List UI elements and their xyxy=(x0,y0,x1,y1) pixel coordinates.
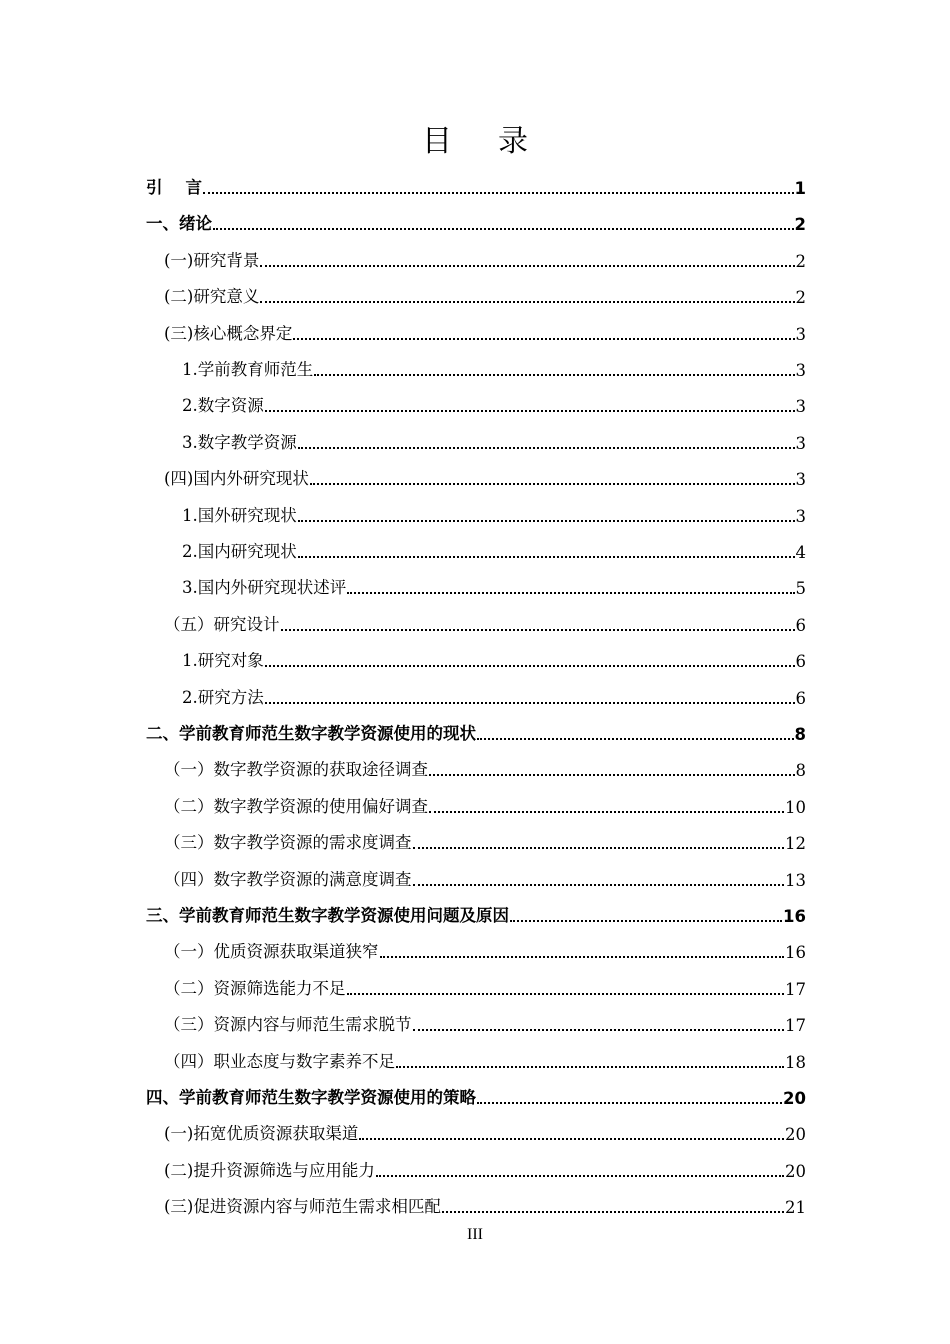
toc-entry[interactable] xyxy=(164,235,806,271)
toc-entry-page-number: 5 xyxy=(795,579,806,599)
dot-leader xyxy=(260,264,794,267)
toc-entry-page-number: 8 xyxy=(795,761,806,781)
dot-leader xyxy=(213,227,794,230)
toc-entry[interactable] xyxy=(182,344,806,380)
toc-entry[interactable] xyxy=(164,1181,806,1217)
dot-leader xyxy=(260,300,794,303)
toc-entry-label: （二）数字教学资源的使用偏好调查 xyxy=(164,796,428,816)
toc-entry-label: (一)拓宽优质资源获取渠道 xyxy=(164,1124,359,1144)
toc-entry-page-number: 4 xyxy=(795,543,806,562)
toc-entry[interactable] xyxy=(164,453,806,489)
toc-entry-page-number: 13 xyxy=(785,870,806,890)
toc-entry-page-number: 2 xyxy=(795,288,806,308)
toc-entry[interactable] xyxy=(164,271,806,307)
toc-entry-label: (三)促进资源内容与师范生需求相匹配 xyxy=(164,1197,441,1217)
toc-entry-page-number: 20 xyxy=(785,1125,806,1145)
dot-leader xyxy=(376,1174,784,1177)
toc-entry[interactable] xyxy=(182,526,806,562)
toc-title: 目录 xyxy=(422,124,574,159)
dot-leader xyxy=(347,591,794,594)
toc-entry[interactable] xyxy=(164,599,806,635)
toc-entry-page-number: 8 xyxy=(794,725,806,744)
dot-leader xyxy=(442,1210,784,1213)
toc-entry-label: 2.国内研究现状 xyxy=(182,542,297,561)
dot-leader xyxy=(298,555,795,558)
toc-entry-label: （三）资源内容与师范生需求脱节 xyxy=(164,1015,412,1035)
dot-leader xyxy=(203,191,794,194)
toc-entry-page-number: 20 xyxy=(783,1089,806,1108)
toc-entry-page-number: 3 xyxy=(795,470,806,490)
dot-leader xyxy=(380,955,785,958)
toc-entry-label: （一）数字教学资源的获取途径调查 xyxy=(164,760,428,780)
toc-entry[interactable] xyxy=(164,999,806,1035)
toc-entry[interactable] xyxy=(182,417,806,453)
toc-entry-page-number: 3 xyxy=(795,433,806,453)
toc-entry-page-number: 16 xyxy=(783,907,806,926)
toc-entry-label: 3.数字教学资源 xyxy=(182,432,297,452)
toc-entry-label: 引 言 xyxy=(146,178,202,197)
page-number: III xyxy=(467,1226,483,1243)
dot-leader xyxy=(510,919,782,922)
toc-entry-page-number: 16 xyxy=(785,943,806,963)
dot-leader xyxy=(265,664,795,667)
dot-leader xyxy=(413,1028,785,1031)
toc-entry-label: （四）职业态度与数字素养不足 xyxy=(164,1051,395,1071)
dot-leader xyxy=(281,628,795,631)
toc-entry-label: (二)研究意义 xyxy=(164,287,260,307)
toc-entry[interactable] xyxy=(164,781,806,817)
toc-entry-page-number: 6 xyxy=(795,688,806,708)
toc-entry-page-number: 21 xyxy=(785,1198,806,1218)
dot-leader xyxy=(298,519,795,522)
toc-entry-label: 一、绪论 xyxy=(146,214,212,234)
toc-entry-page-number: 10 xyxy=(785,797,806,817)
toc-entry-label: （一）优质资源获取渠道狭窄 xyxy=(164,942,379,962)
toc-entry-label: 2.数字资源 xyxy=(182,396,264,416)
dot-leader xyxy=(413,846,785,849)
dot-leader xyxy=(310,482,795,485)
dot-leader xyxy=(359,1137,784,1140)
toc-entry-label: 二、学前教育师范生数字教学资源使用的现状 xyxy=(146,724,476,743)
toc-entry-label: （三）数字教学资源的需求度调查 xyxy=(164,833,412,853)
toc-entry[interactable] xyxy=(146,1072,806,1108)
toc-entry[interactable] xyxy=(164,1145,806,1181)
toc-entry[interactable] xyxy=(164,817,806,853)
toc-entry-label: （五）研究设计 xyxy=(164,614,280,634)
toc-entry-label: (四)国内外研究现状 xyxy=(164,469,309,489)
toc-entry[interactable] xyxy=(164,308,806,344)
toc-entry[interactable] xyxy=(182,672,806,708)
toc-entry-page-number: 1 xyxy=(794,179,806,198)
toc-entry-page-number: 2 xyxy=(795,251,806,271)
toc-entry[interactable] xyxy=(146,890,806,926)
toc-entry[interactable] xyxy=(182,562,806,598)
toc-entry-label: 三、学前教育师范生数字教学资源使用问题及原因 xyxy=(146,906,509,925)
toc-entry[interactable] xyxy=(164,1108,806,1144)
toc-entry-page-number: 3 xyxy=(795,324,806,344)
dot-leader xyxy=(477,1101,782,1104)
dot-leader xyxy=(429,810,784,813)
dot-leader xyxy=(477,737,794,740)
toc-entry-page-number: 18 xyxy=(785,1052,806,1072)
toc-entry-label: 1.研究对象 xyxy=(182,651,264,671)
toc-entry-label: （四）数字教学资源的满意度调查 xyxy=(164,869,412,889)
toc-entry[interactable] xyxy=(164,963,806,999)
toc-entry-page-number: 3 xyxy=(795,506,806,526)
toc-entry-page-number: 3 xyxy=(795,397,806,417)
toc-entry-label: (一)研究背景 xyxy=(164,250,260,270)
dot-leader xyxy=(396,1065,784,1068)
dot-leader xyxy=(347,992,785,995)
toc-entry-page-number: 6 xyxy=(795,652,806,672)
toc-entry[interactable] xyxy=(182,490,806,526)
dot-leader xyxy=(265,701,795,704)
dot-leader xyxy=(293,337,794,340)
toc-entry-page-number: 6 xyxy=(795,615,806,635)
toc-entry-label: 2.研究方法 xyxy=(182,687,264,707)
toc-entry-page-number: 17 xyxy=(785,1016,806,1036)
toc-entry[interactable] xyxy=(182,635,806,671)
dot-leader xyxy=(265,409,795,412)
toc-entry[interactable] xyxy=(146,708,806,744)
toc-entry-label: (二)提升资源筛选与应用能力 xyxy=(164,1160,375,1180)
toc-entry-label: 1.国外研究现状 xyxy=(182,505,297,525)
toc-entry-label: (三)核心概念界定 xyxy=(164,323,293,343)
toc-entry-page-number: 20 xyxy=(785,1161,806,1181)
toc-entry[interactable] xyxy=(146,198,806,234)
toc-entry-page-number: 2 xyxy=(794,215,806,235)
toc-entry-label: （二）资源筛选能力不足 xyxy=(164,978,346,998)
toc-entry[interactable] xyxy=(164,926,806,962)
toc-entry-label: 3.国内外研究现状述评 xyxy=(182,578,347,598)
toc-entry[interactable] xyxy=(146,162,806,198)
toc-entry-page-number: 12 xyxy=(785,834,806,854)
toc-entry[interactable] xyxy=(164,1036,806,1072)
dot-leader xyxy=(298,446,795,449)
toc-entry-label: 1.学前教育师范生 xyxy=(182,360,314,379)
toc-entry[interactable] xyxy=(164,854,806,890)
dot-leader xyxy=(314,373,794,376)
toc-entry-label: 四、学前教育师范生数字教学资源使用的策略 xyxy=(146,1088,476,1107)
dot-leader xyxy=(429,773,795,776)
toc-entry[interactable] xyxy=(164,744,806,780)
toc-entry-page-number: 17 xyxy=(785,979,806,999)
toc-entry[interactable] xyxy=(182,380,806,416)
dot-leader xyxy=(413,883,785,886)
toc-entry-page-number: 3 xyxy=(795,361,806,380)
